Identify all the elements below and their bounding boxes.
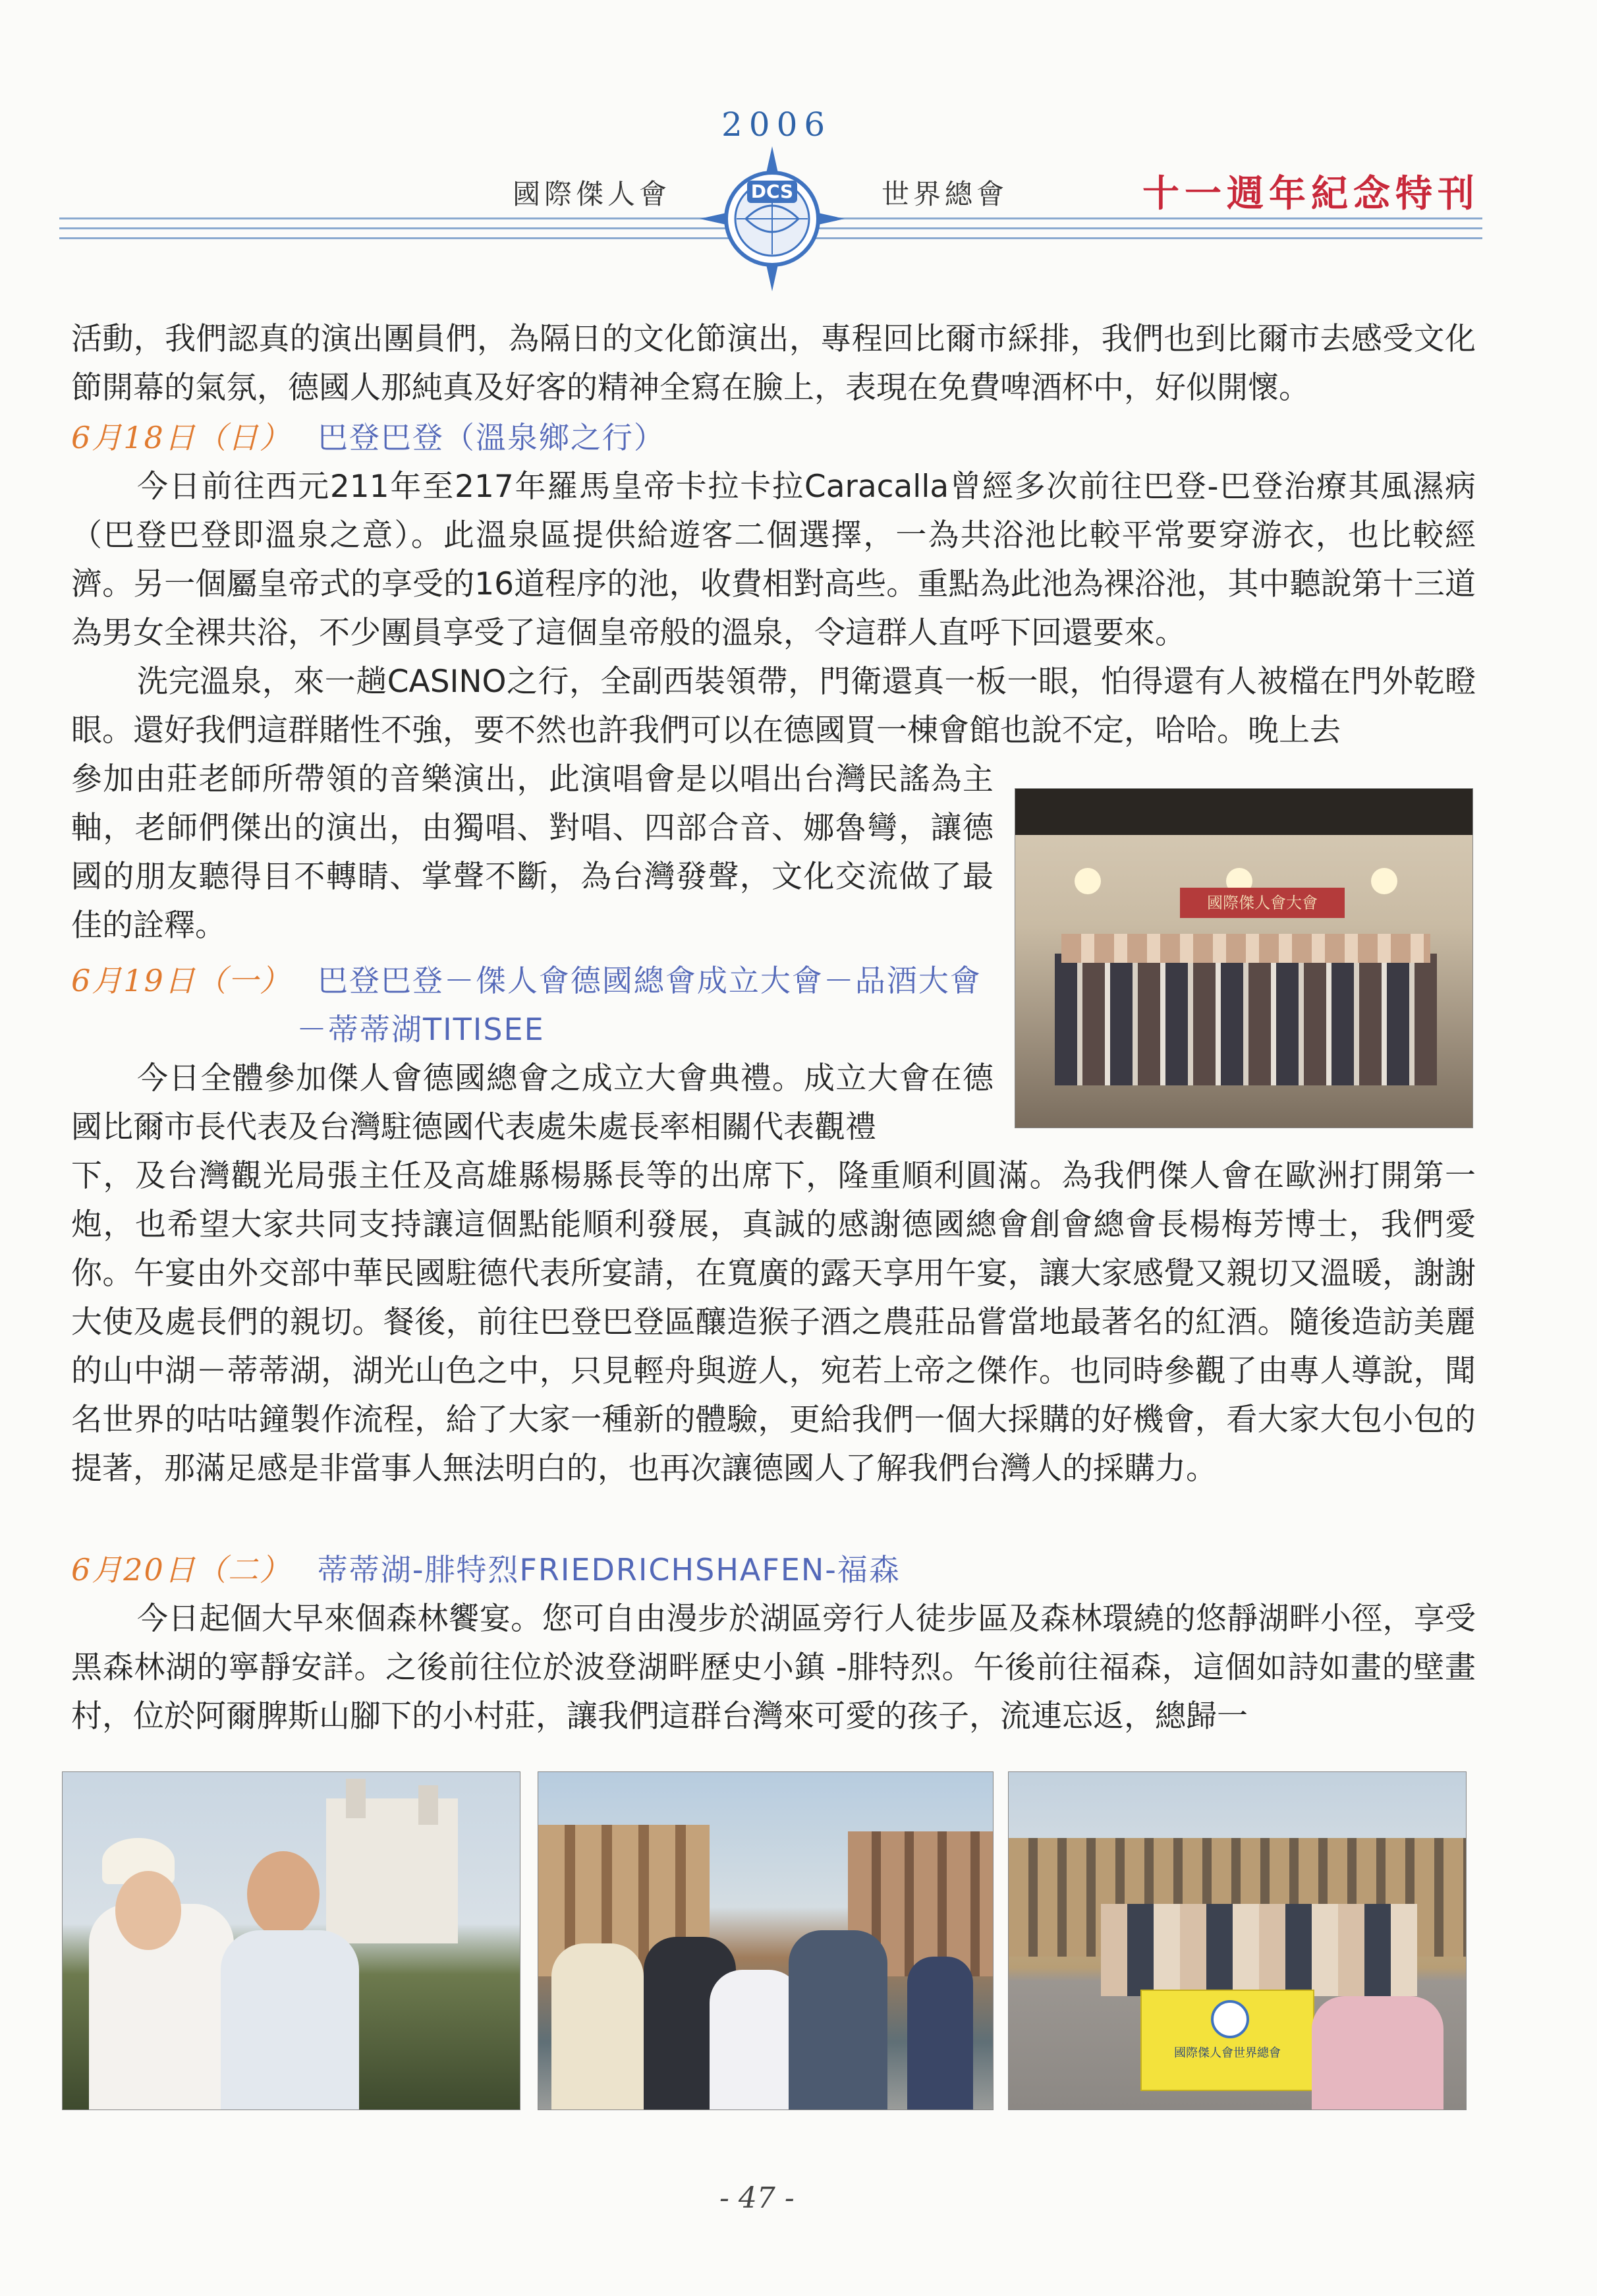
photo-group-palace bbox=[1008, 1771, 1467, 2110]
world-council-title: 世界總會 bbox=[882, 178, 1009, 210]
photo-couple-castle bbox=[62, 1771, 520, 2110]
anniversary-title: 十一週年紀念特刊 bbox=[1142, 172, 1480, 215]
photo-group-canal bbox=[538, 1771, 994, 2110]
section-heading-0620 bbox=[71, 1546, 901, 1590]
year-label: 2006 bbox=[721, 105, 832, 144]
dcs-logo bbox=[700, 146, 845, 291]
intro-paragraph: 活動，我們認真的演出團員們，為隔日的文化節演出，專程回比爾市綵排，我們也到比爾市去感受文化節開幕的氣氛，德國人那純真及好客的精神全寫在臉上，表現在免費啤酒杯中，好似開懷。 bbox=[71, 321, 1476, 406]
section-date: 6月19日（一） bbox=[71, 963, 291, 998]
section-heading-0618 bbox=[71, 414, 665, 457]
photo-group-stage bbox=[1015, 788, 1473, 1128]
section-0618-body: 今日前往西元211年至217年羅馬皇帝卡拉卡拉Caracalla曾經多次前往巴登-巴登治療其風濕病（巴登巴登即溫泉之意）。此溫泉區提供給遊客二個選擇，一為共浴池比較平常要穿游衣，也比較經濟。另一個屬皇帝式的享受的16道程序的池，收費相對高些。重點為此池為裸浴池，其中聽說第十三道為男女全裸共浴，不少團員享受了這個皇帝般的溫泉，令這群人直呼下回還要來。 洗完溫泉，來一趟CASINO之行，全副西裝領帶，門衛還真一板一眼，怕得還有人被檔在門外乾瞪眼。還好我們這群賭性不強，要不然也許我們可以在德國買一棟會館也說不定，哈哈。晚上去 bbox=[71, 469, 1476, 749]
section-title: 蒂蒂湖-腓特烈FRIEDRICHSHAFEN-福森 bbox=[317, 1552, 901, 1588]
dcs-logo-icon bbox=[700, 146, 845, 291]
organization-title: 國際傑人會 bbox=[513, 178, 671, 210]
svg-text:DCS: DCS bbox=[750, 181, 794, 202]
section-title: 巴登巴登－傑人會德國總會成立大會－品酒大會 bbox=[317, 963, 982, 998]
section-heading-0619-line2: －蒂蒂湖TITISEE bbox=[296, 1012, 545, 1047]
section-0618-wrap: 參加由莊老師所帶領的音樂演出，此演唱會是以唱出台灣民謠為主軸，老師們傑出的演出，由獨唱、對唱、四部合音、娜魯彎，讓德國的朋友聽得目不轉睛、掌聲不斷，為台灣發聲，文化交流做了最佳的詮釋。 bbox=[71, 761, 994, 944]
section-0619-wrap: 今日全體參加傑人會德國總會之成立大會典禮。成立大會在德國比爾市長代表及台灣駐德國代表處朱處長率相關代表觀禮 bbox=[71, 1060, 994, 1145]
section-date: 6月18日（日） bbox=[71, 420, 291, 455]
stage-banner: 國際傑人會大會 bbox=[1180, 888, 1345, 918]
group-flag: 國際傑人會世界總會 bbox=[1140, 1990, 1314, 2091]
section-heading-0619 bbox=[71, 957, 982, 1000]
section-0619-body: 下，及台灣觀光局張主任及高雄縣楊縣長等的出席下，隆重順利圓滿。為我們傑人會在歐洲打開第一炮，也希望大家共同支持讓這個點能順利發展，真誠的感謝德國總會創會總會長楊梅芳博士，我們愛你。午宴由外交部中華民國駐德代表所宴請，在寬廣的露天享用午宴，讓大家感覺又親切又溫暖，謝謝大使及處長們的親切。餐後，前往巴登巴登區釀造猴子酒之農莊品嘗當地最著名的紅酒。隨後造訪美麗的山中湖－蒂蒂湖，湖光山色之中，只見輕舟與遊人，宛若上帝之傑作。也同時參觀了由專人導說，聞名世界的咕咕鐘製作流程，給了大家一種新的體驗，更給我們一個大採購的好機會，看大家大包小包的提著，那滿足感是非當事人無法明白的，也再次讓德國人了解我們台灣人的採購力。 bbox=[71, 1158, 1476, 1487]
section-0620-body: 今日起個大早來個森林饗宴。您可自由漫步於湖區旁行人徒步區及森林環繞的悠靜湖畔小徑，享受黑森林湖的寧靜安詳。之後前往位於波登湖畔歷史小鎮 -腓特烈。午後前往福森，這個如詩如畫的壁畫村，位於阿爾脾斯山腳下的小村莊，讓我們這群台灣來可愛的孩子，流連忘返，總歸一 bbox=[71, 1601, 1476, 1735]
page-number: - 47 - bbox=[719, 2181, 795, 2215]
section-title: 巴登巴登（溫泉鄉之行） bbox=[317, 420, 665, 455]
section-date: 6月20日（二） bbox=[71, 1552, 291, 1588]
